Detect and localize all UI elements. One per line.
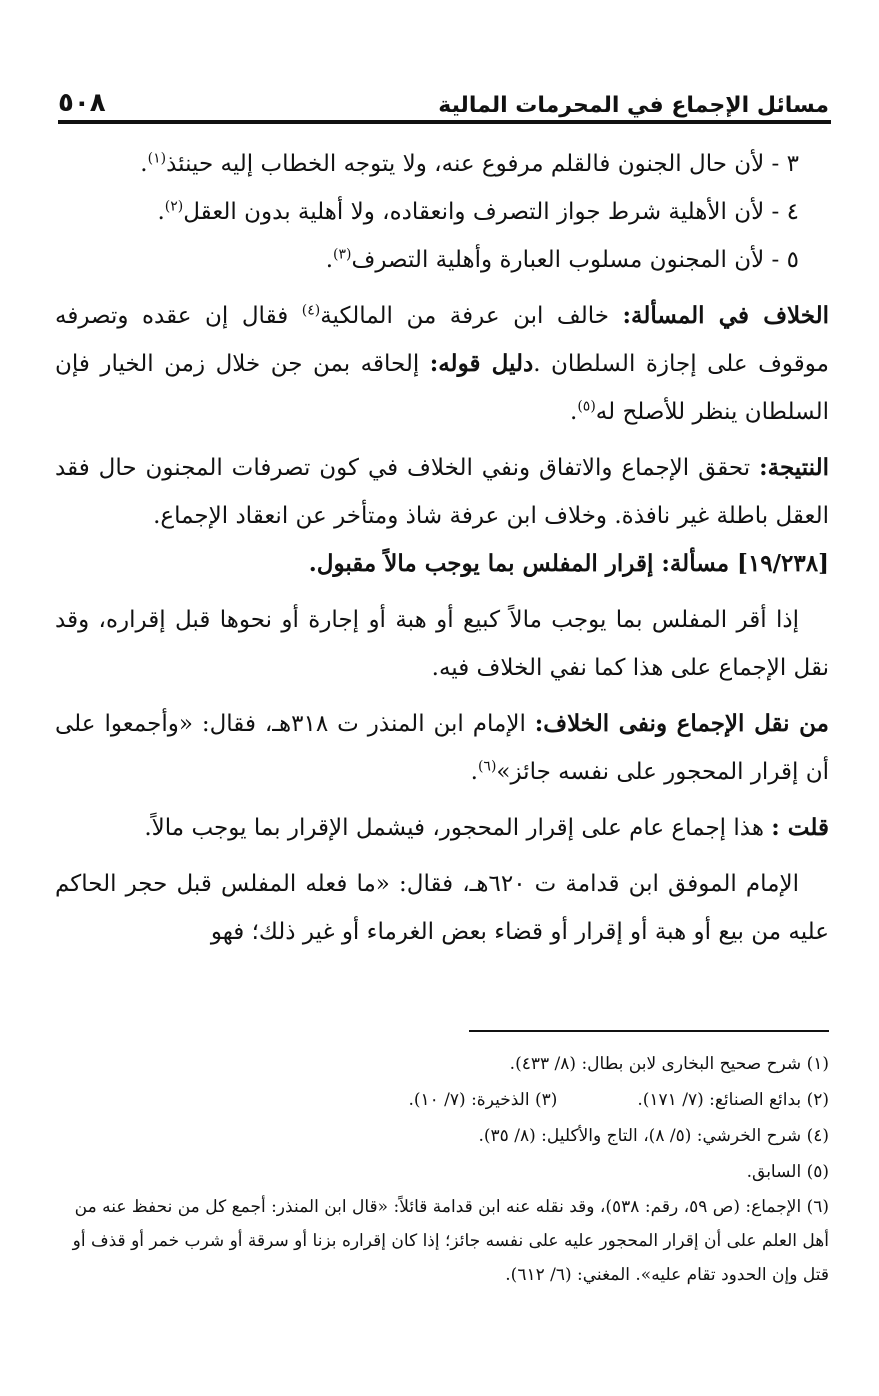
running-title: مسائل الإجماع في المحرمات المالية <box>438 93 829 118</box>
comment-label: قلت : <box>771 814 829 841</box>
footnote-ref: (٢) <box>164 198 184 215</box>
disagreement-label: الخلاف في المسألة: <box>622 302 830 329</box>
reason-4: ٤ - لأن الأهلية شرط جواز التصرف وانعقاده، ولا أهلية بدون العقل$^{(٢)}$. <box>157 198 799 225</box>
consensus-paragraph: من نقل الإجماع ونفى الخلاف: الإمام ابن المنذر ت ٣١٨هـ، فقال: «وأجمعوا على أن إقرار المحجور على نفسه جائز»$^{(٦)}$. <box>55 710 829 785</box>
footnote-ref: (٤) <box>301 302 321 319</box>
running-header <box>58 78 829 118</box>
result-paragraph: النتيجة: تحقق الإجماع والاتفاق ونفي الخلاف في كون تصرفات المجنون حال فقد العقل باطلة غير نافذة. وخلاف ابن عرفة شاذ ومتأخر عن انعقاد الإجماع. <box>55 454 830 529</box>
main-text <box>55 140 829 956</box>
header-rule <box>58 120 831 124</box>
footnote-2: (٢) بدائع الصنائع: (٧/ ١٧١). <box>637 1090 829 1110</box>
ibn-qudama-paragraph: الإمام الموفق ابن قدامة ت ٦٢٠هـ، فقال: «ما فعله المفلس قبل حجر الحاكم عليه من بيع أو هبة أو إقرار أو قضاء بعض الغرماء أو غير ذلك؛ فهو <box>55 871 829 945</box>
footnote-3: (٣) الذخيرة: (٧/ ١٠). <box>408 1090 558 1110</box>
footnote-ref: (٣) <box>333 246 352 263</box>
evidence-label: دليل قوله: <box>429 350 534 377</box>
footnote-ref: (١) <box>147 150 167 167</box>
reason-3: ٣ - لأن حال الجنون فالقلم مرفوع عنه، ولا يتوجه الخطاب إليه حينئذ$^{(١)}$. <box>140 150 799 177</box>
comment-paragraph: قلت : هذا إجماع عام على إقرار المحجور، فيشمل الإقرار بما يوجب مالاً. <box>144 814 829 841</box>
disagreement-paragraph: الخلاف في المسألة: خالف ابن عرفة من المالكية$^{(٤)}$ فقال إن عقده وتصرفه موقوف على إجازة السلطان .دليل قوله: إلحاقه بمن جن خلال زمن الخيار فإن السلطان ينظر للأصلح له$^{(٥)}$. <box>55 302 830 425</box>
footnote-ref: (٥) <box>577 398 596 415</box>
issue-paragraph: إذا أقر المفلس بما يوجب مالاً كبيع أو هبة أو إجارة أو نحوها قبل إقراره، وقد نقل الإجماع على هذا كما نفي الخلاف فيه. <box>55 607 829 681</box>
issue-heading: [١٩/٢٣٨] مسألة: إقرار المفلس بما يوجب مالاً مقبول. <box>308 550 829 577</box>
footnote-4: (٤) شرح الخرشي: (٥/ ٨)، التاج والأكليل: (٨/ ٣٥). <box>478 1126 829 1146</box>
footnote-rule <box>469 1030 829 1032</box>
footnote-ref: (٦) <box>477 758 497 775</box>
consensus-label: من نقل الإجماع ونفى الخلاف: <box>534 710 829 737</box>
footnote-2-3 <box>55 1082 829 1118</box>
footnote-1: (١) شرح صحيح البخارى لابن بطال: (٨/ ٤٣٣). <box>509 1054 829 1074</box>
page-number: ٥٠٨ <box>58 88 106 118</box>
result-label: النتيجة: <box>759 454 830 481</box>
footnotes <box>55 1046 829 1292</box>
reason-5: ٥ - لأن المجنون مسلوب العبارة وأهلية التصرف$^{(٣)}$. <box>325 246 799 273</box>
footnote-6: (٦) الإجماع: (ص ٥٩، رقم: ٥٣٨)، وقد نقله عنه ابن قدامة قائلاً: «قال ابن المنذر: أجمع كل من نحفظ عنه من أهل العلم على أن إقرار المحجور عليه على نفسه جائز؛ إذا كان إقراره بزنا أو سرقة أو شرب خمر أو قذف أو قتل وإن الحدود تقام عليه». المغني: (٦/ ٦١٢). <box>72 1197 829 1285</box>
footnote-5: (٥) السابق. <box>746 1162 829 1182</box>
